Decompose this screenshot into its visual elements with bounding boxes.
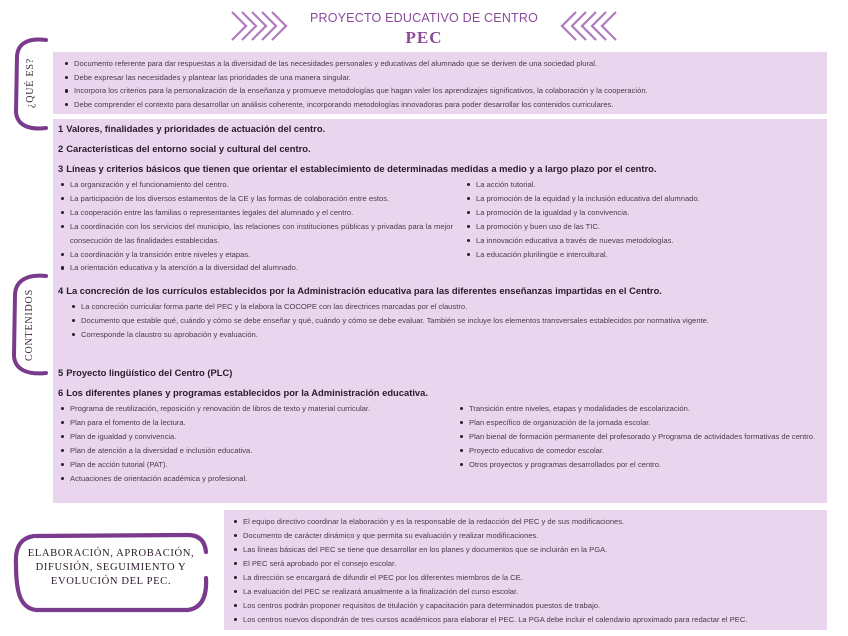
contenidos-box xyxy=(53,119,827,503)
list-item: La cooperación entre las familias o representantes legales del alumnado y el centro. xyxy=(59,206,453,220)
list-item: Plan específico de organización de la jornada escolar. xyxy=(458,416,820,430)
list-item: Plan bienal de formación permanente del profesorado y Programa de actividades formativas de centro. xyxy=(458,430,820,444)
list-item: Corresponde la claustro su aprobación y evaluación. xyxy=(70,328,820,342)
section-6-heading: 6 Los diferentes planes y programas establecidos por la Administración educativa. xyxy=(58,387,428,398)
list-item: Documento que estable qué, cuándo y cómo se debe enseñar y qué, cuándo y cómo se debe evaluar. También se incluye los elementos transversales establecidos por normativa vigente. xyxy=(70,314,820,328)
page-subtitle: PEC xyxy=(405,28,443,47)
list-item: Documento de carácter dinámico y que permita su evaluación y realizar modificaciones. xyxy=(232,529,824,543)
section-6-right-list xyxy=(458,402,820,472)
que-es-box xyxy=(53,52,827,114)
section-4-list xyxy=(70,300,820,342)
list-item: La organización y el funcionamiento del centro. xyxy=(59,178,453,192)
elaboracion-box xyxy=(224,510,827,630)
section-5-heading: 5 Proyecto lingüístico del Centro (PLC) xyxy=(58,367,233,378)
section-2-heading: 2 Características del entorno social y cultural del centro. xyxy=(58,143,311,154)
list-item: Plan de igualdad y convivencia. xyxy=(59,430,425,444)
list-item: Otros proyectos y programas desarrollados por el centro. xyxy=(458,458,820,472)
list-item: La coordinación con los servicios del municipio, las relaciones con instituciones públicas y privadas para la mejor consecución de las finalidades establecidas. xyxy=(59,220,453,248)
list-item: La participación de los diversos estamentos de la CE y las formas de colaboración entre estos. xyxy=(59,192,453,206)
section-3-heading: 3 Líneas y criterios básicos que tienen que orientar el establecimiento de determinadas medidas a medio y a largo plazo por el centro. xyxy=(58,163,657,174)
list-item: La evaluación del PEC se realizará anualmente a la finalización del curso escolar. xyxy=(232,585,824,599)
contenidos-label xyxy=(8,272,52,378)
list-item: La acción tutorial. xyxy=(465,178,823,192)
list-item: Documento referente para dar respuestas a la diversidad de las necesidades personales y educativas del alumnado que se deriven de una sociedad plural. xyxy=(63,57,823,71)
list-item: Transición entre niveles, etapas y modalidades de escolarización. xyxy=(458,402,820,416)
list-item: La promoción y buen uso de las TIC. xyxy=(465,220,823,234)
list-item: La coordinación y la transición entre niveles y etapas. xyxy=(59,248,453,262)
list-item: La promoción de la equidad y la inclusión educativa del alumnado. xyxy=(465,192,823,206)
chevrons-right-icon xyxy=(228,8,298,44)
section-3-left-list xyxy=(59,178,453,275)
list-item: Plan para el fomento de la lectura. xyxy=(59,416,425,430)
que-es-text: ¿QUÉ ES? xyxy=(25,58,36,108)
list-item: Programa de reutilización, reposición y renovación de libros de texto y material curricular. xyxy=(59,402,425,416)
list-item: Los centros nuevos dispondrán de tres cursos académicos para elaborar el PEC. La PGA debe incluir el calendario aproximado para redactar el PEC. xyxy=(232,613,824,627)
list-item: La concreción curricular forma parte del PEC y la elabora la COCOPE con las directrices marcadas por el claustro. xyxy=(70,300,820,314)
list-item: Plan de atención a la diversidad e inclusión educativa. xyxy=(59,444,425,458)
list-item: El equipo directivo coordinar la elaboración y es la responsable de la redacción del PEC y de sus modificaciones. xyxy=(232,515,824,529)
list-item: El PEC será aprobado por el consejo escolar. xyxy=(232,557,824,571)
section-4-heading: 4 La concreción de los currículos establecidos por la Administración educativa para las diferentes enseñanzas impartidas en el Centro. xyxy=(58,285,662,296)
list-item: Plan de acción tutorial (PAT). xyxy=(59,458,425,472)
chevrons-left-icon xyxy=(550,8,620,44)
list-item: La orientación educativa y la atención a la diversidad del alumnado. xyxy=(59,261,453,275)
list-item: La educación plurilingüe e intercultural. xyxy=(465,248,823,262)
section-6-left-list xyxy=(59,402,425,485)
elaboracion-title: ELABORACIÓN, APROBACIÓN, DIFUSIÓN, SEGUIMIENTO Y EVOLUCIÓN DEL PEC. xyxy=(27,548,195,587)
list-item: Los centros podrán proponer requisitos de titulación y capacitación para determinados puestos de trabajo. xyxy=(232,599,824,613)
section-1-heading: 1 Valores, finalidades y prioridades de actuación del centro. xyxy=(58,123,326,134)
section-3-right-list xyxy=(465,178,823,261)
elaboracion-list xyxy=(232,515,824,627)
que-es-label xyxy=(12,36,52,132)
list-item: La innovación educativa a través de nuevas metodologías. xyxy=(465,234,823,248)
list-item: Las líneas básicas del PEC se tiene que desarrollar en los planes y documentos que se incluirán en la PGA. xyxy=(232,543,824,557)
list-item: Debe expresar las necesidades y plantear las prioridades de una manera singular. xyxy=(63,71,823,85)
list-item: Proyecto educativo de comedor escolar. xyxy=(458,444,820,458)
list-item: Actuaciones de orientación académica y profesional. xyxy=(59,472,425,486)
list-item: La promoción de la igualdad y la convivencia. xyxy=(465,206,823,220)
list-item: La dirección se encargará de difundir el PEC por los diferentes miembros de la CE. xyxy=(232,571,824,585)
contenidos-text: CONTENIDOS xyxy=(24,289,35,361)
elaboracion-label xyxy=(12,530,210,616)
page-title: PROYECTO EDUCATIVO DE CENTRO xyxy=(309,11,539,25)
list-item: Debe comprender el contexto para desarrollar un análisis coherente, incorporando metodologías innovadoras para poder desarrollar los contenidos curriculares. xyxy=(63,98,823,112)
list-item: Incorpora los criterios para la personalización de la enseñanza y promueve metodologías que hagan valer los aprendizajes significativos, la colaboración y la cooperación. xyxy=(63,84,823,98)
page-header xyxy=(0,6,848,50)
que-es-list xyxy=(63,57,823,111)
